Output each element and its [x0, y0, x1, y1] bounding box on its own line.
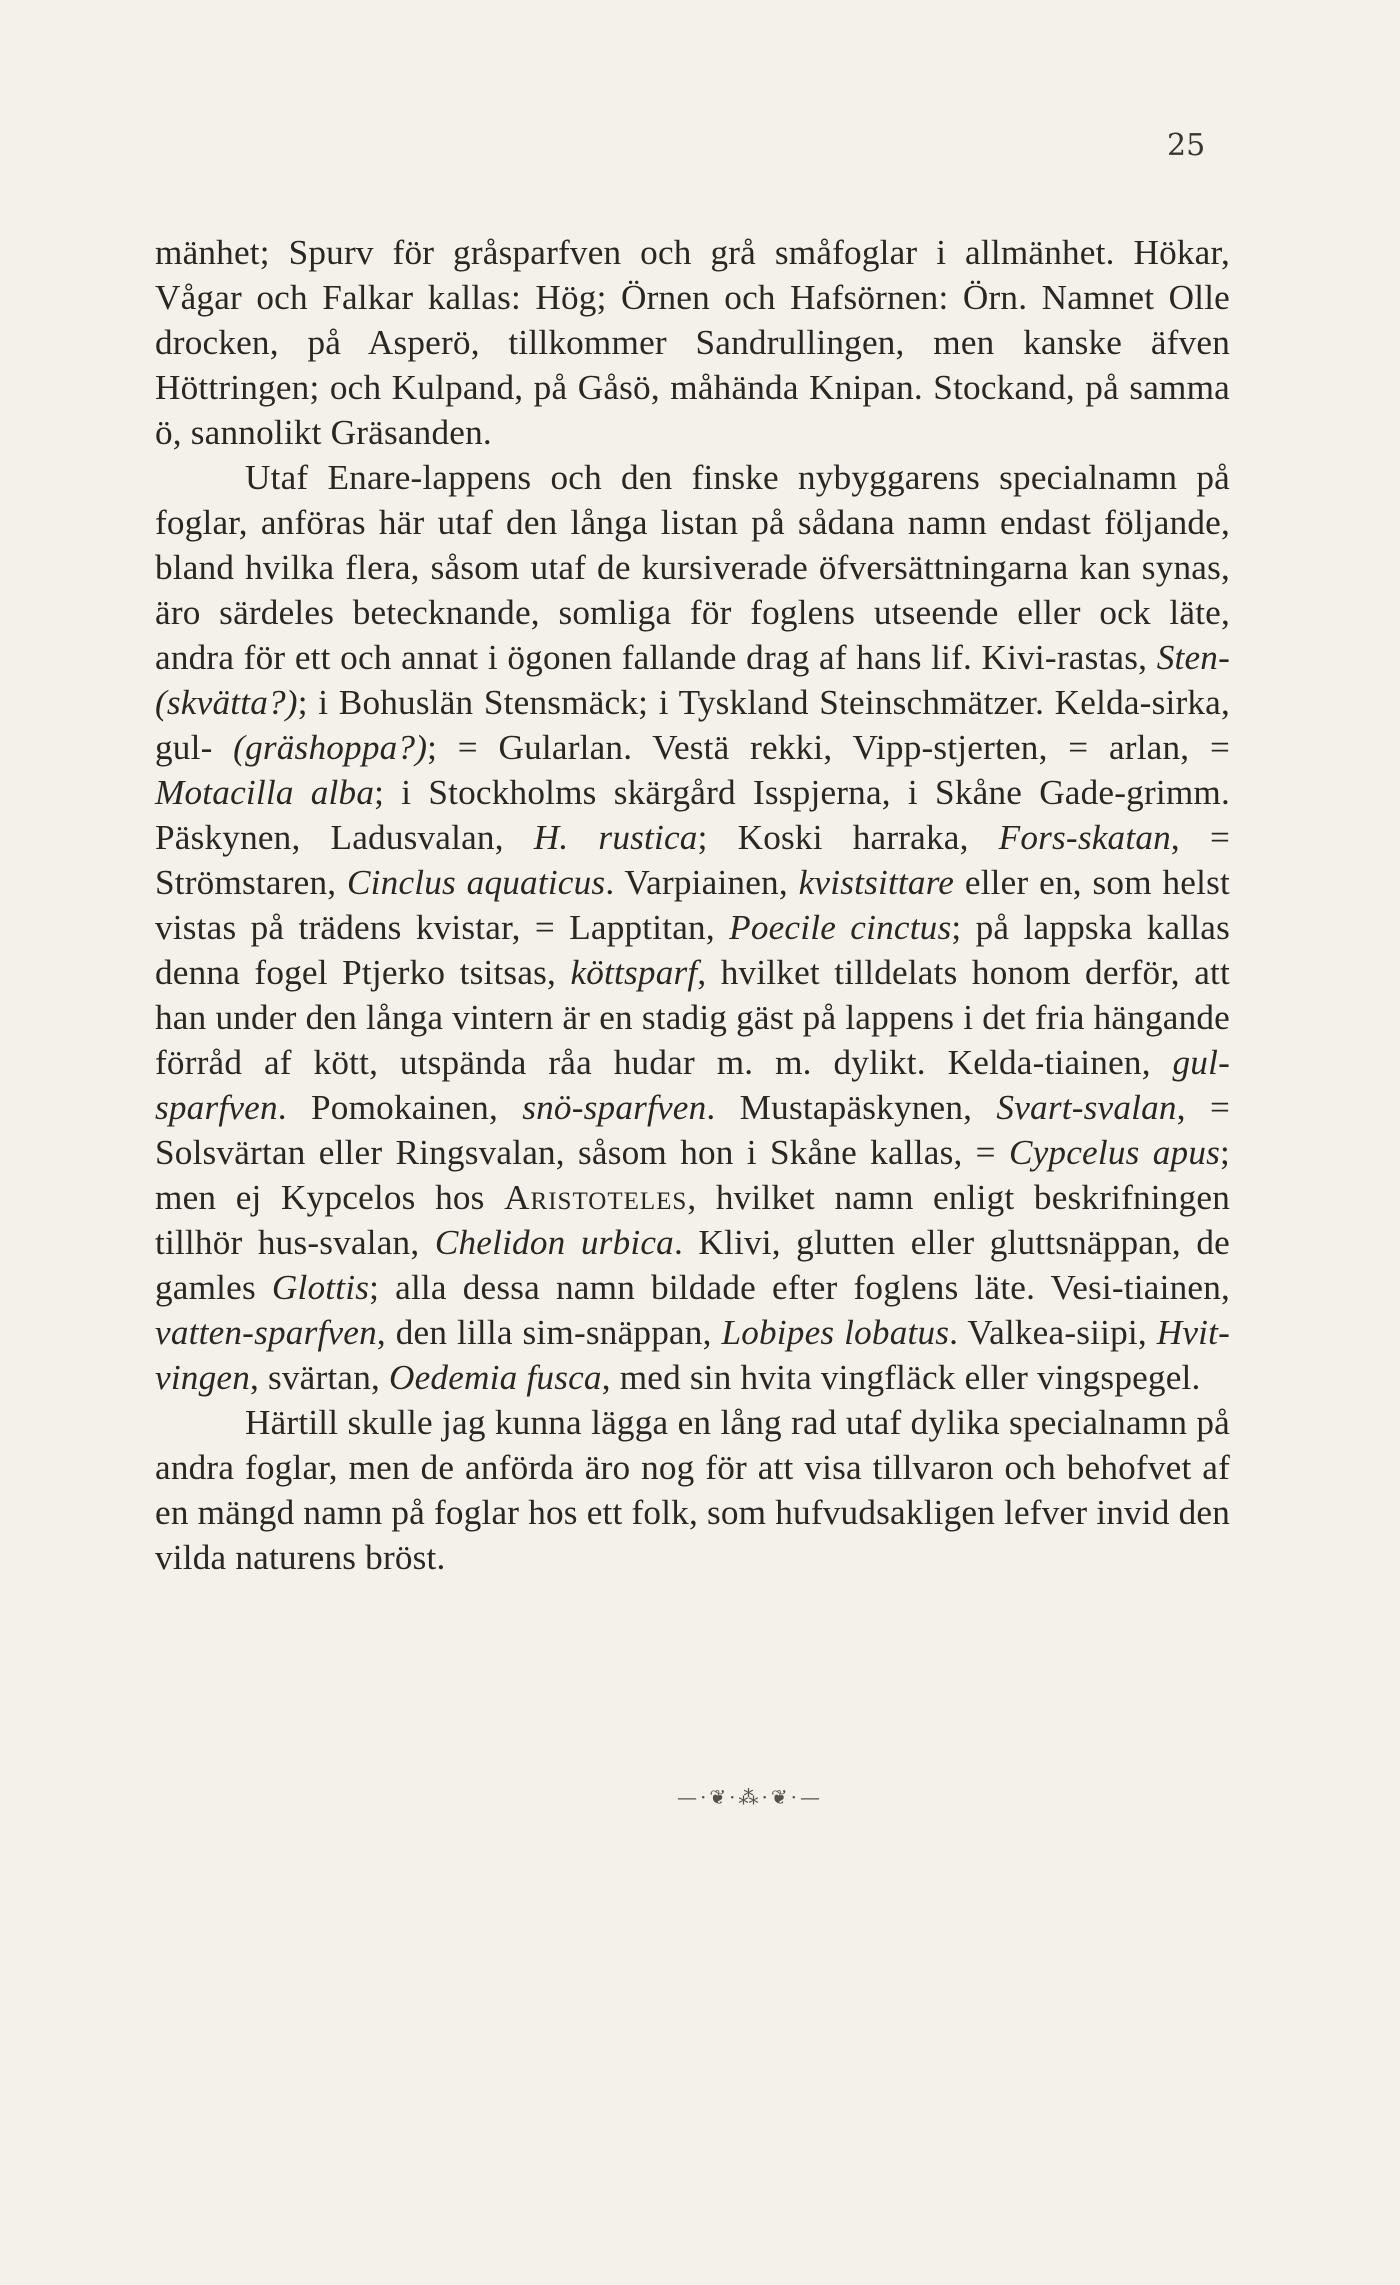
italic-term: Hvit-vingen [155, 1313, 1231, 1397]
italic-term: Oedemia fusca [389, 1358, 602, 1397]
text-run: ; = Gularlan. Vestä rekki, Vipp-stjerten, = arlan, = [427, 728, 1230, 767]
text-run: , hvilket tilldelats honom derför, att han under den långa vintern är en stadig gäst på lappens i det fria hängande förråd af kött, utspända råa hudar m. m. dylikt. Kelda-tiainen, [155, 953, 1230, 1082]
text-run: , den lilla sim-snäppan, [376, 1313, 722, 1352]
italic-term: Motacilla alba [155, 773, 375, 812]
page-number: 25 [1167, 128, 1206, 163]
italic-term: H. rustica [533, 818, 698, 857]
text-run: ; alla dessa namn bildade efter foglens läte. Vesi-tiainen, [369, 1268, 1230, 1307]
text-run: . Valkea-siipi, [949, 1313, 1157, 1352]
body-text [155, 230, 1230, 1580]
italic-term: Lobipes lobatus [721, 1313, 950, 1352]
italic-term: Glottis [271, 1268, 370, 1307]
text-run: , hvilket namn enligt beskrifningen tillhör hus-svalan, [155, 1178, 1230, 1262]
paragraph-3: Härtill skulle jag kunna lägga en lång rad utaf dylika specialnamn på andra foglar, men de anförda äro nog för att visa tillvaron och behofvet af en mängd namn på foglar hos ett folk, som hufvudsakligen lefver invid den vilda naturens bröst. [155, 1403, 1230, 1577]
small-caps-name: Aristoteles [504, 1178, 688, 1217]
text-run: . Mustapäskynen, [706, 1088, 997, 1127]
italic-term: Cinclus aquaticus [347, 863, 606, 902]
text-run: , med sin hvita vingfläck eller vingspegel. [601, 1358, 1201, 1397]
italic-term: Sten- (skvätta?) [155, 638, 1230, 722]
italic-term: köttsparf [570, 953, 698, 992]
ornament-icon: —·❦·⁂·❦·— [677, 1785, 823, 1809]
italic-term: snö-sparfven [522, 1088, 707, 1127]
paragraph-2 [155, 455, 1230, 1400]
italic-term: Svart-svalan [996, 1088, 1177, 1127]
text-run: ; i Bohuslän Stensmäck; i Tyskland Steinschmätzer. Kelda-sirka, gul- [155, 683, 1230, 767]
text-run: , = Solsvärtan eller Ringsvalan, såsom hon i Skåne kallas, = [155, 1088, 1230, 1172]
italic-term: Poecile cinctus [729, 908, 952, 947]
text-run: . Pomokainen, [277, 1088, 523, 1127]
italic-term: Cypcelus apus [1008, 1133, 1221, 1172]
ornament-divider [615, 1785, 885, 1809]
italic-term: gul-sparfven [155, 1043, 1230, 1127]
paragraph-1: mänhet; Spurv för gråsparfven och grå småfoglar i allmänhet. Hökar, Vågar och Falkar kallas: Hög; Örnen och Hafsörnen: Örn. Namnet Olle drocken, på Asperö, tillkommer Sandrullingen, men kanske äfven Höttringen; och Kulpand, på Gåsö, måhända Knipan. Stockand, på samma ö, sannolikt Gräsanden. [155, 233, 1230, 452]
text-run: eller en, som helst vistas på trädens kvistar, = Lapptitan, [155, 863, 1230, 947]
text-run: ; Koski harraka, [697, 818, 999, 857]
italic-term: kvistsittare [798, 863, 955, 902]
text-run: . Varpiainen, [605, 863, 799, 902]
text-run: , = Strömstaren, [155, 818, 1231, 902]
italic-term: vatten-sparfven [155, 1313, 377, 1352]
text-run: , svärtan, [250, 1358, 389, 1397]
italic-term: (gräshoppa?) [233, 728, 428, 767]
text-run: ; men ej Kypcelos hos [155, 1133, 1230, 1217]
italic-term: Chelidon urbica [434, 1223, 674, 1262]
text-run: . Klivi, glutten eller gluttsnäppan, de gamles [155, 1223, 1230, 1307]
italic-term: Fors-skatan [998, 818, 1171, 857]
text-run: ; i Stockholms skärgård Isspjerna, i Skåne Gade-grimm. Päskynen, Ladusvalan, [155, 773, 1230, 857]
text-run: ; på lappska kallas denna fogel Ptjerko tsitsas, [155, 908, 1230, 992]
text-run: Utaf Enare-lappens och den finske nybyggarens specialnamn på foglar, anföras här utaf den långa listan på sådana namn endast följande, bland hvilka flera, såsom utaf de kursiverade öfversättningarna kan synas, äro särdeles betecknande, somliga för foglens utseende eller ock läte, andra för ett och annat i ögonen fallande drag af hans lif. Kivi-rastas, [155, 458, 1230, 677]
